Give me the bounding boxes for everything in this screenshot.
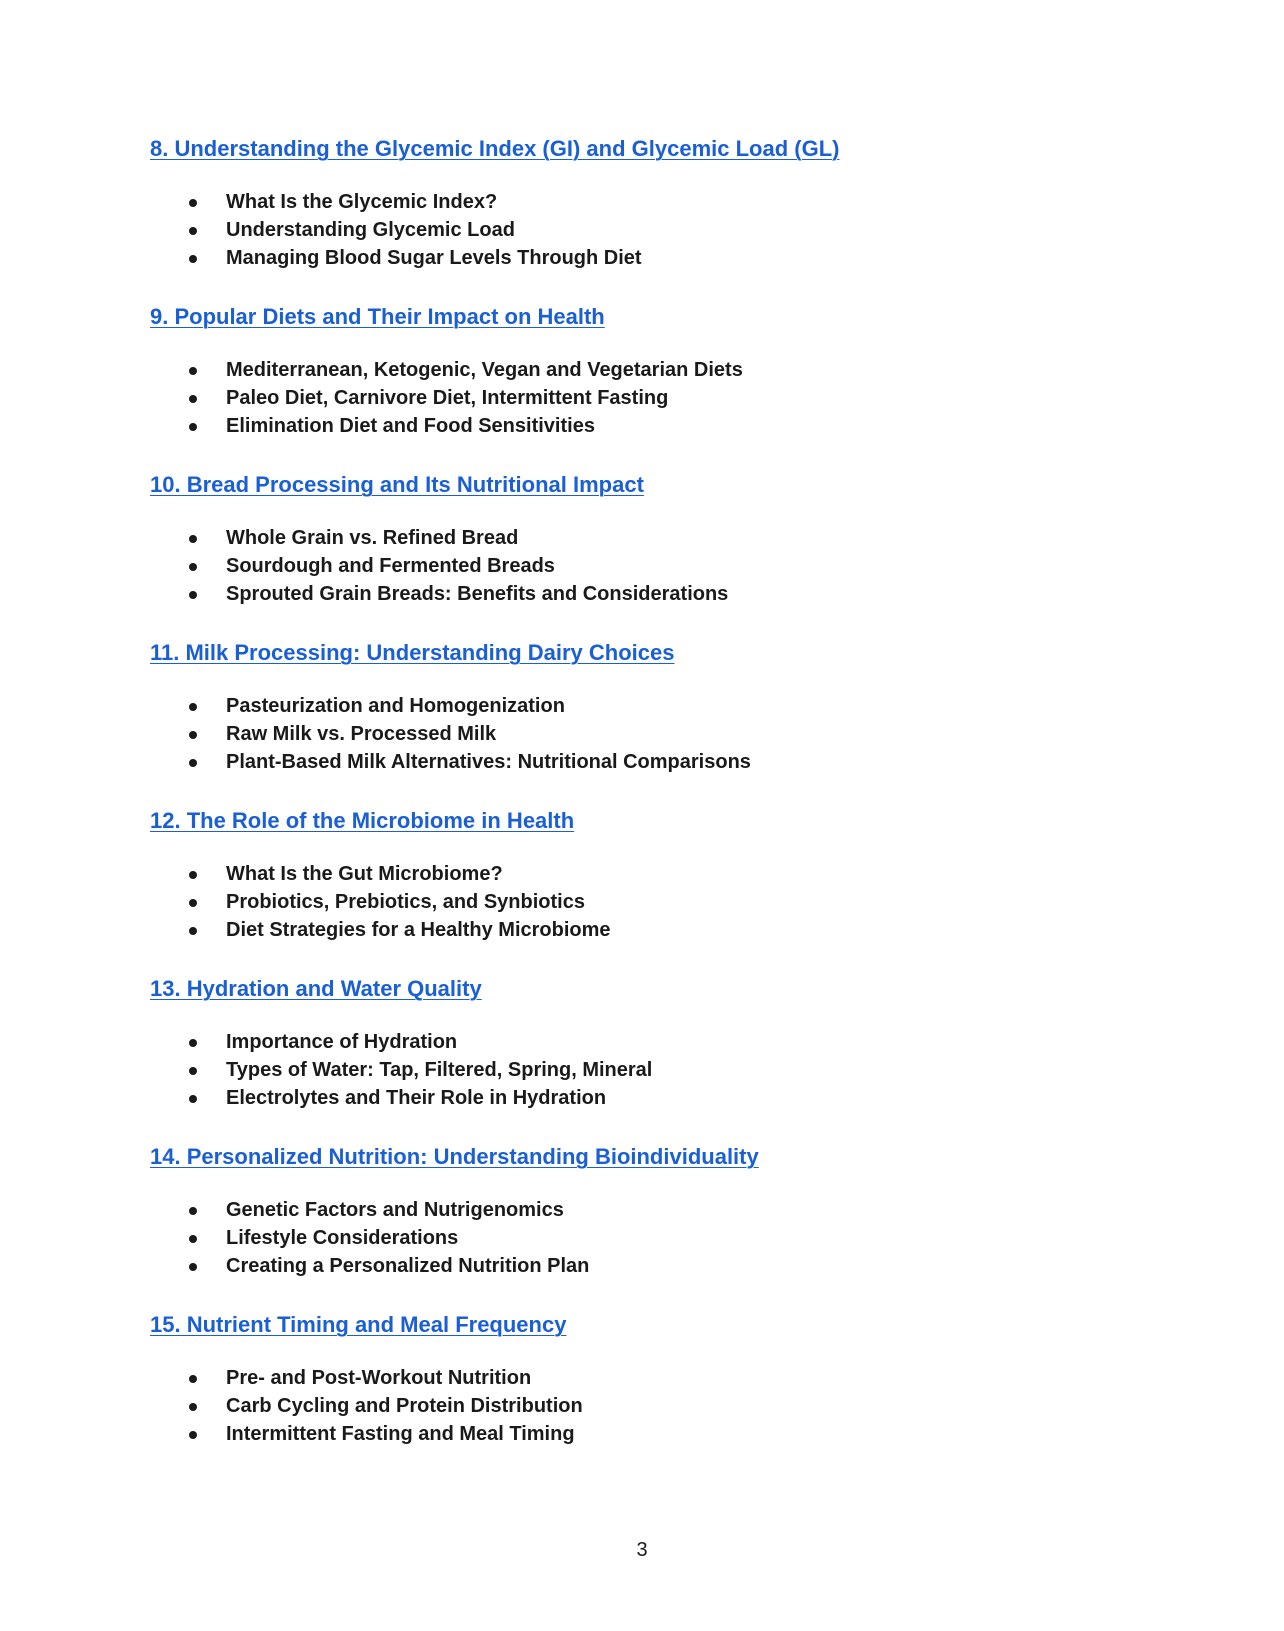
list-item <box>150 188 1150 216</box>
bullet-icon <box>189 703 197 711</box>
section-heading-link[interactable]: 10. Bread Processing and Its Nutritional Impact <box>150 472 644 497</box>
list-item-text: Understanding Glycemic Load <box>226 219 515 241</box>
bullet-list <box>150 692 1150 776</box>
toc-section <box>150 976 1150 1144</box>
list-item-text: What Is the Glycemic Index? <box>226 191 498 213</box>
list-item <box>150 580 1150 608</box>
bullet-icon <box>189 563 197 571</box>
toc-section <box>150 136 1150 304</box>
list-item-text: Pasteurization and Homogenization <box>226 695 565 717</box>
list-item <box>150 244 1150 272</box>
toc-section <box>150 1312 1150 1480</box>
bullet-icon <box>189 535 197 543</box>
list-item <box>150 524 1150 552</box>
bullet-icon <box>189 367 197 375</box>
bullet-icon <box>189 1207 197 1215</box>
list-item-text: Paleo Diet, Carnivore Diet, Intermittent Fasting <box>226 387 669 409</box>
bullet-icon <box>189 1263 197 1271</box>
bullet-icon <box>189 255 197 263</box>
list-item-text: Importance of Hydration <box>226 1031 458 1053</box>
bullet-list <box>150 1028 1150 1112</box>
section-heading-link[interactable]: 12. The Role of the Microbiome in Health <box>150 808 575 833</box>
list-item <box>150 1084 1150 1112</box>
bullet-icon <box>189 1375 197 1383</box>
toc-section <box>150 640 1150 808</box>
table-of-contents <box>150 136 1150 1480</box>
list-item <box>150 916 1150 944</box>
bullet-icon <box>189 1067 197 1075</box>
toc-section <box>150 472 1150 640</box>
list-item-text: Types of Water: Tap, Filtered, Spring, Mineral <box>226 1059 653 1081</box>
list-item <box>150 384 1150 412</box>
list-item-text: Mediterranean, Ketogenic, Vegan and Vegetarian Diets <box>226 359 743 381</box>
bullet-icon <box>189 1235 197 1243</box>
list-item-text: Plant-Based Milk Alternatives: Nutritional Comparisons <box>226 751 751 773</box>
section-heading-link[interactable]: 8. Understanding the Glycemic Index (GI) and Glycemic Load (GL) <box>150 136 840 161</box>
list-item <box>150 1224 1150 1252</box>
list-item-text: Probiotics, Prebiotics, and Synbiotics <box>226 891 585 913</box>
bullet-icon <box>189 1403 197 1411</box>
list-item-text: Whole Grain vs. Refined Bread <box>226 527 519 549</box>
bullet-icon <box>189 1039 197 1047</box>
list-item-text: Intermittent Fasting and Meal Timing <box>226 1423 575 1445</box>
list-item <box>150 1028 1150 1056</box>
list-item <box>150 356 1150 384</box>
list-item <box>150 1056 1150 1084</box>
bullet-list <box>150 1364 1150 1448</box>
list-item-text: Lifestyle Considerations <box>226 1227 459 1249</box>
bullet-icon <box>189 759 197 767</box>
list-item-text: Managing Blood Sugar Levels Through Diet <box>226 247 642 269</box>
bullet-list <box>150 356 1150 440</box>
bullet-icon <box>189 395 197 403</box>
bullet-icon <box>189 927 197 935</box>
bullet-icon <box>189 871 197 879</box>
section-heading-link[interactable]: 13. Hydration and Water Quality <box>150 976 482 1001</box>
list-item <box>150 860 1150 888</box>
list-item <box>150 692 1150 720</box>
section-heading-link[interactable]: 14. Personalized Nutrition: Understanding Bioindividuality <box>150 1144 759 1169</box>
list-item <box>150 1196 1150 1224</box>
list-item <box>150 888 1150 916</box>
list-item <box>150 552 1150 580</box>
toc-section <box>150 1144 1150 1312</box>
page-number: 3 <box>636 1539 648 1561</box>
list-item <box>150 1252 1150 1280</box>
list-item <box>150 748 1150 776</box>
list-item-text: Raw Milk vs. Processed Milk <box>226 723 497 745</box>
bullet-icon <box>189 1095 197 1103</box>
list-item <box>150 1420 1150 1448</box>
bullet-icon <box>189 227 197 235</box>
list-item-text: Diet Strategies for a Healthy Microbiome <box>226 919 611 941</box>
list-item <box>150 412 1150 440</box>
bullet-icon <box>189 899 197 907</box>
bullet-icon <box>189 199 197 207</box>
list-item-text: Genetic Factors and Nutrigenomics <box>226 1199 564 1221</box>
list-item-text: Sprouted Grain Breads: Benefits and Considerations <box>226 583 729 605</box>
section-heading-link[interactable]: 11. Milk Processing: Understanding Dairy Choices <box>150 640 675 665</box>
bullet-icon <box>189 731 197 739</box>
toc-section <box>150 304 1150 472</box>
bullet-icon <box>189 1431 197 1439</box>
list-item-text: What Is the Gut Microbiome? <box>226 863 503 885</box>
list-item-text: Carb Cycling and Protein Distribution <box>226 1395 583 1417</box>
list-item <box>150 720 1150 748</box>
toc-section <box>150 808 1150 976</box>
list-item <box>150 1392 1150 1420</box>
list-item <box>150 1364 1150 1392</box>
bullet-icon <box>189 423 197 431</box>
bullet-list <box>150 524 1150 608</box>
bullet-list <box>150 188 1150 272</box>
bullet-icon <box>189 591 197 599</box>
list-item-text: Elimination Diet and Food Sensitivities <box>226 415 595 437</box>
list-item-text: Pre- and Post-Workout Nutrition <box>226 1367 532 1389</box>
list-item <box>150 216 1150 244</box>
bullet-list <box>150 1196 1150 1280</box>
bullet-list <box>150 860 1150 944</box>
section-heading-link[interactable]: 15. Nutrient Timing and Meal Frequency <box>150 1312 567 1337</box>
list-item-text: Creating a Personalized Nutrition Plan <box>226 1255 590 1277</box>
list-item-text: Electrolytes and Their Role in Hydration <box>226 1087 607 1109</box>
list-item-text: Sourdough and Fermented Breads <box>226 555 555 577</box>
section-heading-link[interactable]: 9. Popular Diets and Their Impact on Health <box>150 304 605 329</box>
